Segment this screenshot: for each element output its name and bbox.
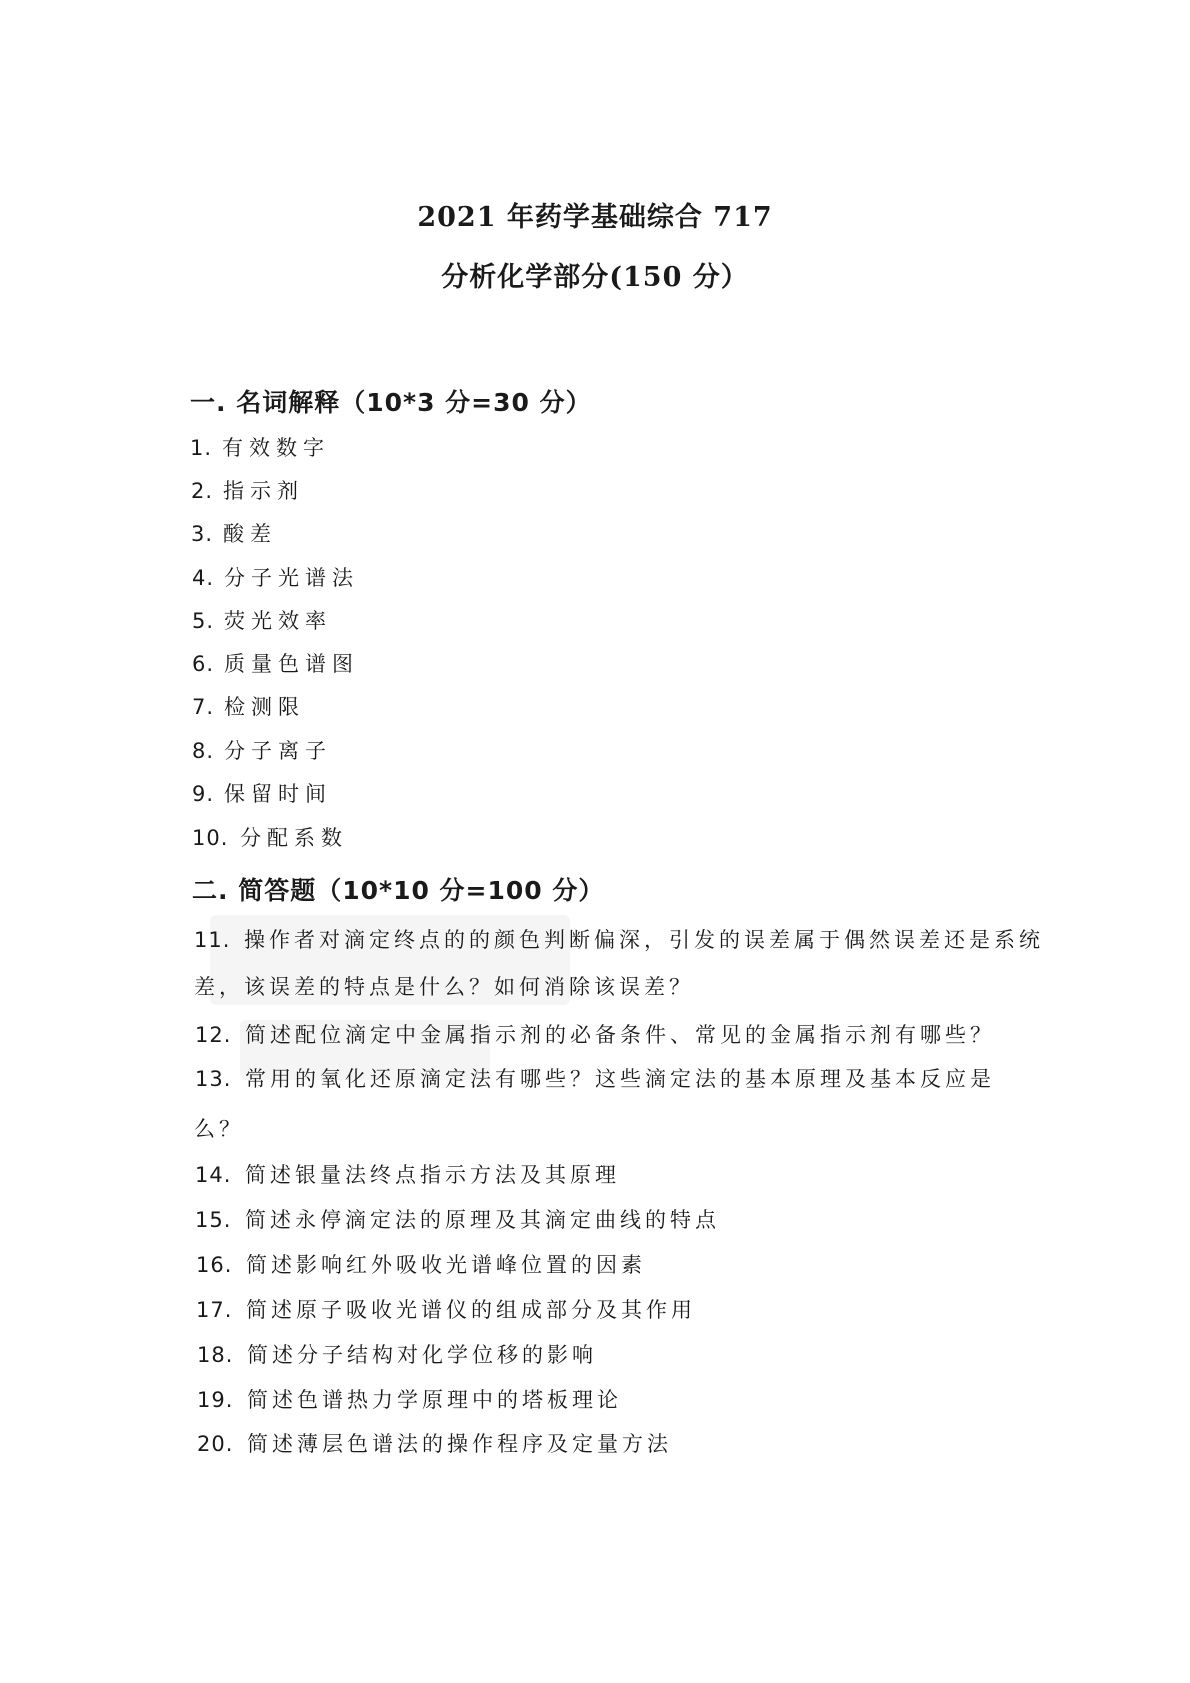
question-item: 15. 简述永停滴定法的原理及其滴定曲线的特点 xyxy=(195,1208,720,1232)
question-item: 16. 简述影响红外吸收光谱峰位置的因素 xyxy=(196,1253,646,1277)
exam-subtitle: 分析化学部分(150 分） xyxy=(441,262,749,293)
term-item: 10. 分配系数 xyxy=(192,826,348,850)
term-item: 9. 保留时间 xyxy=(192,782,332,806)
term-item: 3. 酸差 xyxy=(191,522,277,546)
question-item: 14. 简述银量法终点指示方法及其原理 xyxy=(195,1163,620,1187)
term-item: 5. 荧光效率 xyxy=(192,609,332,633)
term-item: 4. 分子光谱法 xyxy=(192,566,359,590)
question-item: 18. 简述分子结构对化学位移的影响 xyxy=(197,1343,597,1367)
question-item: 17. 简述原子吸收光谱仪的组成部分及其作用 xyxy=(196,1298,696,1322)
term-item: 6. 质量色谱图 xyxy=(192,652,359,676)
question-continuation: 么？ xyxy=(194,1117,244,1141)
term-item: 1. 有效数字 xyxy=(190,436,330,460)
section-2-heading: 二. 简答题（10*10 分=100 分） xyxy=(192,876,605,905)
question-continuation: 差，该误差的特点是什么？如何消除该误差？ xyxy=(194,975,694,999)
term-item: 8. 分子离子 xyxy=(192,739,332,763)
question-item: 12. 简述配位滴定中金属指示剂的必备条件、常见的金属指示剂有哪些？ xyxy=(195,1023,995,1047)
section-1-heading: 一. 名词解释（10*3 分=30 分） xyxy=(190,388,592,417)
term-item: 2. 指示剂 xyxy=(191,479,304,503)
question-item: 11. 操作者对滴定终点的的颜色判断偏深，引发的误差属于偶然误差还是系统 xyxy=(194,928,1044,952)
question-item: 13. 常用的氧化还原滴定法有哪些？这些滴定法的基本原理及基本反应是 xyxy=(195,1067,995,1091)
question-item: 19. 简述色谱热力学原理中的塔板理论 xyxy=(197,1388,622,1412)
exam-title: 2021 年药学基础综合 717 xyxy=(417,202,773,233)
question-item: 20. 简述薄层色谱法的操作程序及定量方法 xyxy=(197,1432,672,1456)
term-item: 7. 检测限 xyxy=(192,695,305,719)
